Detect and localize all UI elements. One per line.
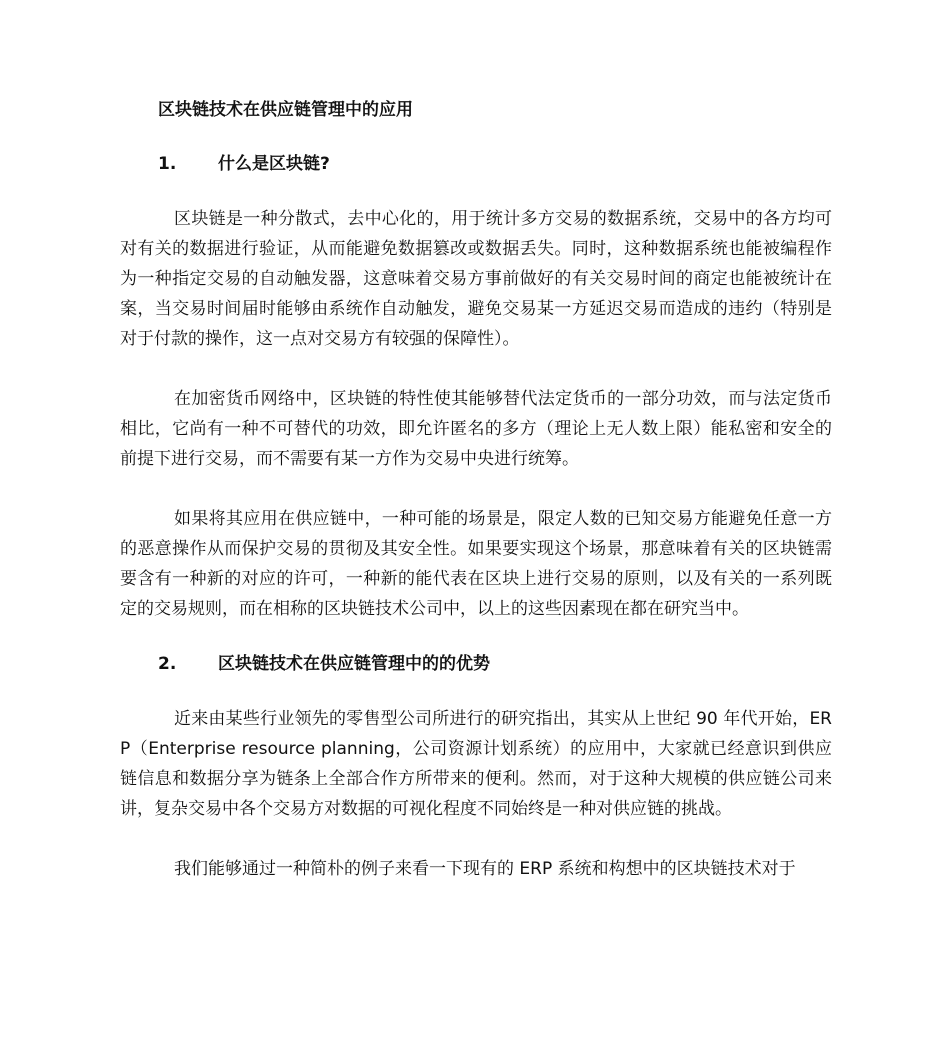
paragraph: 如果将其应用在供应链中，一种可能的场景是，限定人数的已知交易方能避免任意一方的恶意操作从而保护交易的贯彻及其安全性。如果要实现这个场景，那意味着有关的区块链需要含有一种新的对应的许可，一种新的能代表在区块上进行交易的原则，以及有关的一系列既定的交易规则，而在相称的区块链技术公司中，以上的这些因素现在都在研究当中。 [120,509,832,619]
paragraph: 我们能够通过一种简朴的例子来看一下现有的 ERP 系统和构想中的区块链技术对于 [174,859,796,879]
section-number: 2. [158,654,177,674]
paragraph: 在加密货币网络中，区块链的特性使其能够替代法定货币的一部分功效，而与法定货币相比，它尚有一种不可替代的功效，即允许匿名的多方（理论上无人数上限）能私密和安全的前提下进行交易，而不需要有某一方作为交易中央进行统筹。 [120,389,832,469]
document-body [120,96,832,884]
document-title: 区块链技术在供应链管理中的应用 [158,100,413,120]
section-heading-1 [120,150,832,178]
paragraph: 近来由某些行业领先的零售型公司所进行的研究指出，其实从上世纪 90 年代开始，ERP（Enterprise resource planning，公司资源计划系统）的应用中，大家就已经意识到供应链信息和数据分享为链条上全部合作方所带来的便利。然而，对于这种大规模的供应链公司来讲，复杂交易中各个交易方对数据的可视化程度不同始终是一种对供应链的挑战。 [120,709,832,819]
section-title: 什么是区块链? [218,154,330,174]
section-title: 区块链技术在供应链管理中的的优势 [218,654,490,674]
section-heading-2 [120,650,832,678]
paragraph: 区块链是一种分散式，去中心化的，用于统计多方交易的数据系统，交易中的各方均可对有关的数据进行验证，从而能避免数据篡改或数据丢失。同时，这种数据系统也能被编程作为一种指定交易的自动触发器，这意味着交易方事前做好的有关交易时间的商定也能被统计在案，当交易时间届时能够由系统作自动触发，避免交易某一方延迟交易而造成的违约（特别是对于付款的操作，这一点对交易方有较强的保障性）。 [120,209,832,349]
section-number: 1. [158,154,177,174]
